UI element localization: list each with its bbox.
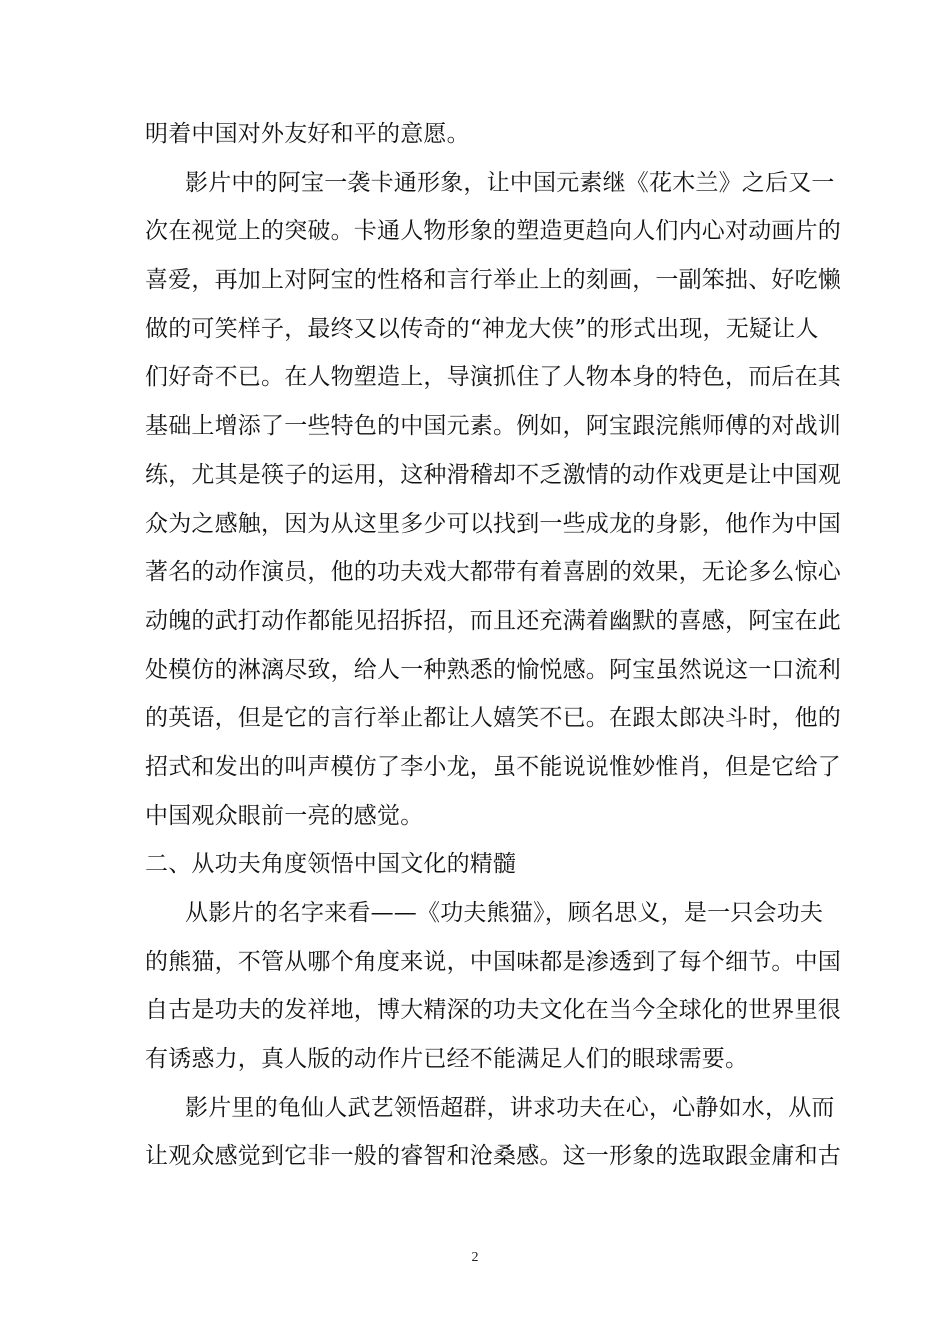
text-line: 处模仿的淋漓尽致，给人一种熟悉的愉悦感。阿宝虽然说这一口流利 xyxy=(145,656,841,683)
text-line: 让观众感觉到它非一般的睿智和沧桑感。这一形象的选取跟金庸和古 xyxy=(145,1143,841,1170)
text-line: 练，尤其是筷子的运用，这种滑稽却不乏激情的动作戏更是让中国观 xyxy=(145,461,841,488)
text-line: 众为之感触，因为从这里多少可以找到一些成龙的身影，他作为中国 xyxy=(145,510,841,537)
text-line: 从影片的名字来看——《功夫熊猫》，顾名思义，是一只会功夫 xyxy=(185,900,824,926)
section-heading: 二、从功夫角度领悟中国文化的精髓 xyxy=(145,851,517,878)
text-line: 明着中国对外友好和平的意愿。 xyxy=(145,121,470,147)
text-line: 自古是功夫的发祥地，博大精深的功夫文化在当今全球化的世界里很 xyxy=(145,997,841,1024)
text-line: 基础上增添了一些特色的中国元素。例如，阿宝跟浣熊师傅的对战训 xyxy=(145,413,841,440)
text-line: 的英语，但是它的言行举止都让人嬉笑不已。在跟太郎决斗时，他的 xyxy=(145,705,841,732)
text-line: 们好奇不已。在人物塑造上，导演抓住了人物本身的特色，而后在其 xyxy=(145,364,841,391)
text-line: 影片中的阿宝一袭卡通形象，让中国元素继《花木兰》之后又一 xyxy=(185,169,835,196)
text-line: 动魄的武打动作都能见招拆招，而且还充满着幽默的喜感，阿宝在此 xyxy=(145,607,841,634)
text-line: 影片里的龟仙人武艺领悟超群，讲求功夫在心，心静如水，从而 xyxy=(185,1094,835,1121)
text-line: 喜爱，再加上对阿宝的性格和言行举止上的刻画，一副笨拙、好吃懒 xyxy=(145,267,841,294)
text-line: 中国观众眼前一亮的感觉。 xyxy=(145,802,424,829)
text-line: 做的可笑样子，最终又以传奇的“神龙大侠”的形式出现，无疑让人 xyxy=(145,315,819,342)
text-line: 有诱惑力，真人版的动作片已经不能满足人们的眼球需要。 xyxy=(145,1046,749,1073)
text-line: 次在视觉上的突破。卡通人物形象的塑造更趋向人们内心对动画片的 xyxy=(145,218,841,245)
text-line: 招式和发出的叫声模仿了李小龙，虽不能说说惟妙惟肖，但是它给了 xyxy=(145,753,841,780)
text-line: 著名的动作演员，他的功夫戏大都带有着喜剧的效果，无论多么惊心 xyxy=(145,559,841,586)
page-number: 2 xyxy=(471,1250,479,1265)
text-line: 的熊猫，不管从哪个角度来说，中国味都是渗透到了每个细节。中国 xyxy=(145,948,841,975)
body-text xyxy=(145,110,841,1181)
